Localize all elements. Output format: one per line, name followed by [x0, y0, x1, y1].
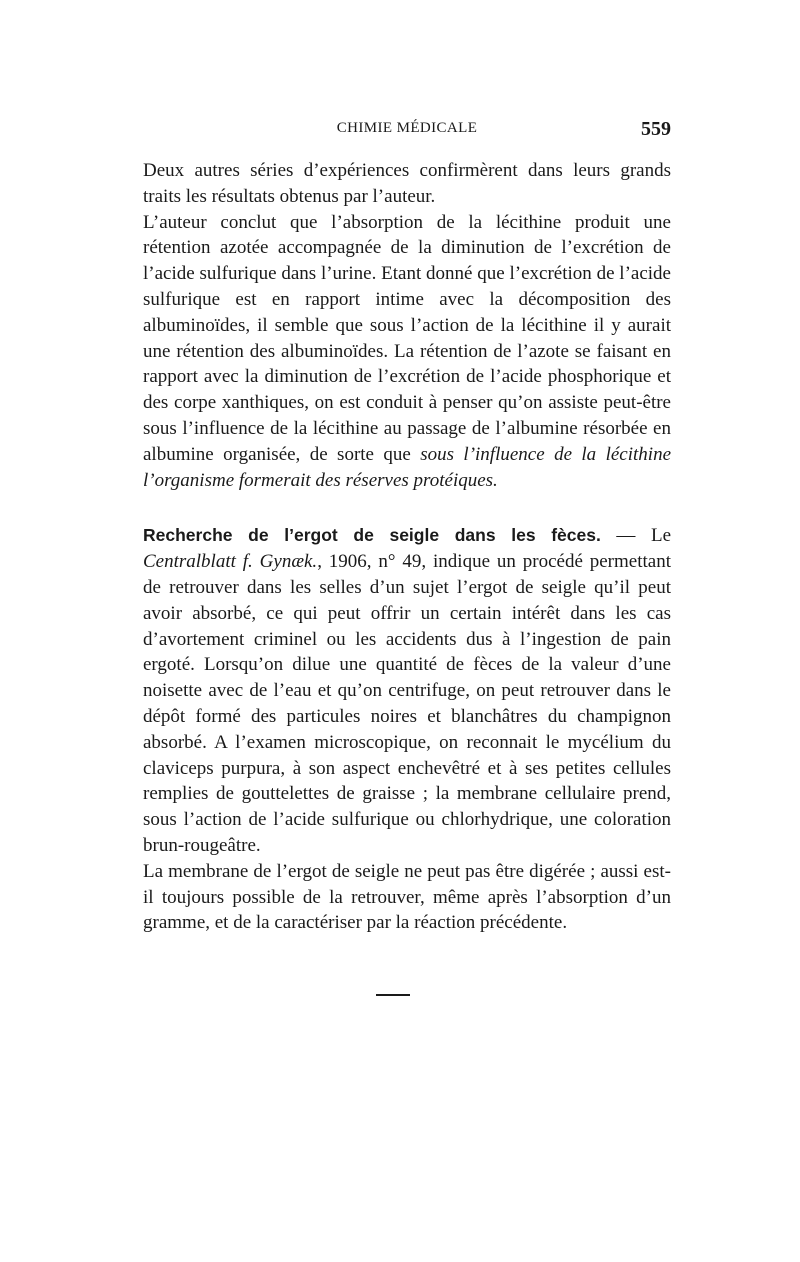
journal-citation: Centralblatt f. Gynæk. [143, 551, 318, 573]
running-head [143, 118, 671, 142]
heading-dash: — Le [600, 525, 671, 547]
paragraph-lecithine-text: L’auteur conclut que l’absorption de la lécithine produit une rétention azotée accompagnée de la diminution de l’excrétion de l’acide sulfurique dans l’urine. Etant donné que l’excrétion de l’acide sulfurique est en rapport intime avec la décomposition des albuminoïdes, il semble que sous l’action de la lécithine il y aurait une rétention des albuminoïdes. La rétention de l’azote se faisant en rapport avec la diminution de l’excrétion de l’acide phosphorique et des corpe xanthiques, on est conduit à penser qu’on assiste peut-être sous l’influence de la lécithine au passage de l’albumine résorbée en albumine organisée, de sorte que [143, 211, 671, 465]
paragraph-ergot-recherche [143, 523, 671, 858]
section-spacer [143, 493, 671, 523]
section-heading: Recherche de l’ergot de seigle dans les fèces. [143, 525, 601, 546]
paragraph-ergot-membrane: La membrane de l’ergot de seigle ne peut pas être digérée ; aussi est-il toujours possible de la retrouver, même après l’absorption d’un gramme, et de la caractériser par la réaction précédente. [143, 860, 671, 934]
paragraph-lecithine-italic: sous l’influence de la lécithine l’organisme formerait des réserves protéiques. [143, 443, 672, 491]
paragraph-series-experiences: Deux autres séries d’expériences confirmèrent dans leurs grands traits les résultats obtenus par l’auteur. [143, 160, 671, 207]
section-end-rule [376, 994, 410, 996]
page-number: 559 [641, 118, 671, 140]
body-text [143, 158, 671, 936]
running-title: CHIMIE MÉDICALE [336, 120, 478, 136]
paragraph-lecithine-conclusion [143, 210, 671, 494]
paragraph-ergot-text: , 1906, n° 49, indique un procédé permettant de retrouver dans les selles d’un sujet l’ergot de seigle qu’il peut avoir absorbé, ce qui peut offrir un certain intérêt dans les cas d’avortement criminel ou les accidents dus à l’ingestion de pain ergoté. Lorsqu’on dilue une quantité de fèces de la valeur d’une noisette avec de l’eau et qu’on centrifuge, on peut retrouver dans le dépôt formé des particules noires et blanchâtres du champignon absorbé. A l’examen microscopique, on reconnait le mycélium du claviceps purpura, à son aspect enchevêtré et à ses petites cellules remplies de gouttelettes de graisse ; la membrane cellulaire prend, sous l’action de l’acide sulfurique ou chlorhydrique, une coloration brun-rougeâtre. [143, 551, 671, 856]
